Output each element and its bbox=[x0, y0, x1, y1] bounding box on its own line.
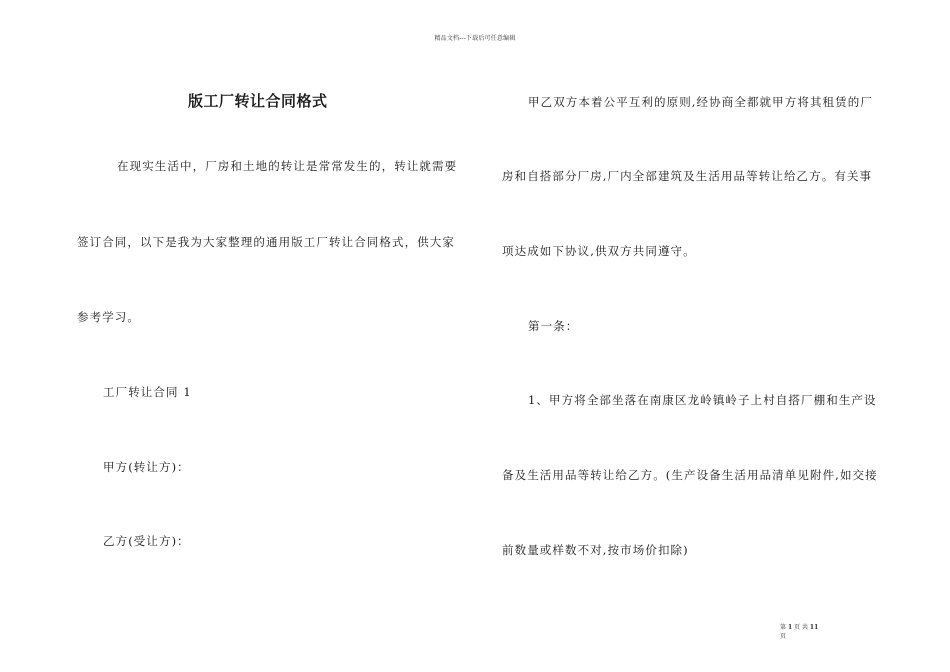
page-number-suffix: 页 bbox=[780, 633, 787, 640]
paragraph-line: 前数量或样数不对,按市场价扣除) bbox=[502, 543, 689, 557]
paragraph-line: 备及生活用品等转让给乙方。(生产设备生活用品清单见附件,如交接 bbox=[502, 468, 878, 482]
document-title: 版工厂转让合同格式 bbox=[188, 92, 328, 110]
section-heading: 工厂转让合同 1 bbox=[103, 385, 192, 399]
total-pages: 11 bbox=[809, 624, 819, 631]
paragraph-line: 1、甲方将全部坐落在南康区龙岭镇岭子上村自搭厂棚和生产设 bbox=[528, 393, 877, 407]
page-header: 精品文档---下载后可任意编辑 bbox=[434, 35, 516, 42]
paragraph-line: 房和自搭部分厂房,厂内全部建筑及生活用品等转让给乙方。有关事 bbox=[502, 169, 873, 183]
page-number bbox=[780, 623, 818, 641]
paragraph-line: 项达成如下协议,供双方共同遵守。 bbox=[502, 244, 696, 258]
party-b-label: 乙方(受让方)： bbox=[103, 534, 190, 548]
paragraph-line: 参考学习。 bbox=[77, 310, 140, 324]
page-number-prefix: 第 bbox=[780, 624, 787, 631]
current-page: 1 bbox=[787, 624, 793, 631]
paragraph-line: 签订合同，以下是我为大家整理的通用版工厂转让合同格式，供大家 bbox=[77, 235, 455, 249]
paragraph-line: 甲乙双方本着公平互利的原则,经协商全都就甲方将其租赁的厂 bbox=[528, 95, 873, 109]
page-number-middle: 页 共 bbox=[794, 624, 808, 631]
paragraph-line: 在现实生活中，厂房和土地的转让是常常发生的，转让就需要 bbox=[117, 159, 458, 173]
party-a-label: 甲方(转让方)： bbox=[103, 460, 190, 474]
article-heading: 第一条： bbox=[528, 319, 579, 333]
